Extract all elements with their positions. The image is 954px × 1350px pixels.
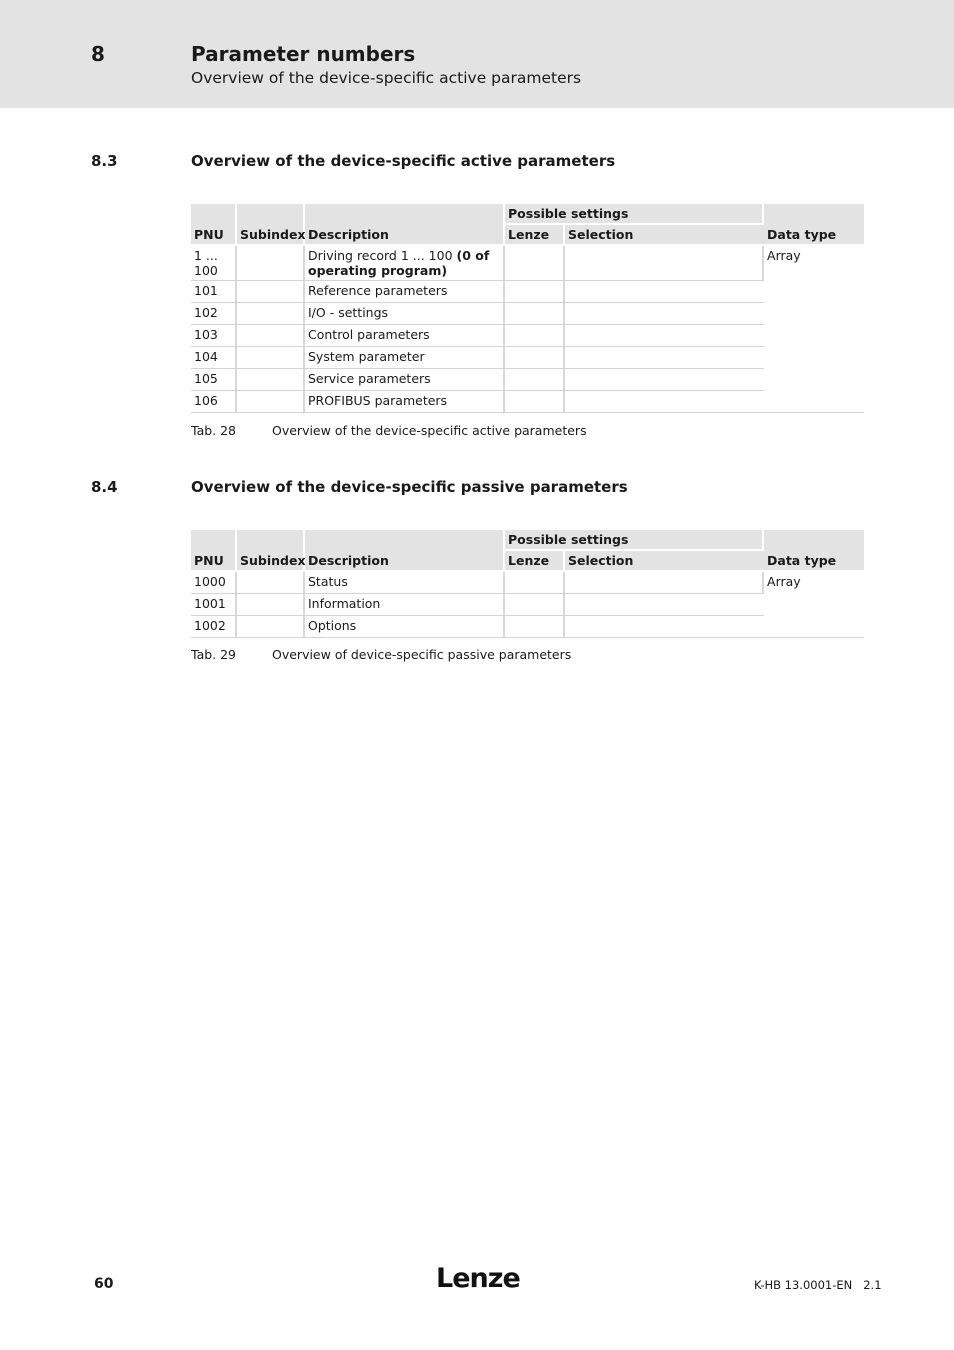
- column-header-data-type: Data type: [764, 530, 864, 572]
- section-title: Overview of the device-specific active parameters: [191, 152, 616, 170]
- subindex-cell: [237, 325, 305, 347]
- pnu-cell: 103: [191, 325, 237, 347]
- subindex-cell: [237, 369, 305, 391]
- caption-label: Tab. 28: [191, 423, 237, 438]
- data-type-cell: Array: [764, 246, 864, 413]
- column-header-description: Description: [305, 530, 505, 572]
- description-cell: Reference parameters: [305, 281, 505, 303]
- chapter-title: Parameter numbers: [191, 42, 416, 66]
- description-cell: Options: [305, 616, 505, 638]
- selection-cell: [565, 281, 764, 303]
- selection-cell: [565, 616, 764, 638]
- column-header-selection: Selection: [565, 225, 764, 246]
- caption-text: Overview of device-specific passive parameters: [272, 647, 572, 662]
- lenze-cell: [505, 369, 565, 391]
- table-row: [191, 594, 864, 616]
- table-caption: [191, 647, 571, 662]
- pnu-cell: 1002: [191, 616, 237, 638]
- selection-cell: [565, 369, 764, 391]
- table-row: [191, 369, 864, 391]
- description-cell: PROFIBUS parameters: [305, 391, 505, 413]
- section-number: 8.3: [91, 152, 118, 170]
- selection-cell: [565, 246, 764, 281]
- column-header-possible-settings: Possible settings: [505, 204, 764, 225]
- subindex-cell: [237, 281, 305, 303]
- pnu-cell: 102: [191, 303, 237, 325]
- selection-cell: [565, 325, 764, 347]
- description-cell: Control parameters: [305, 325, 505, 347]
- section-title: Overview of the device-specific passive parameters: [191, 478, 628, 496]
- column-header-data-type: Data type: [764, 204, 864, 246]
- description-cell: System parameter: [305, 347, 505, 369]
- table-caption: [191, 423, 587, 438]
- subindex-cell: [237, 391, 305, 413]
- description-bold-text: (0 of operating program): [308, 248, 490, 278]
- selection-cell: [565, 594, 764, 616]
- lenze-cell: [505, 572, 565, 594]
- selection-cell: [565, 347, 764, 369]
- pnu-cell: 105: [191, 369, 237, 391]
- description-cell: Status: [305, 572, 505, 594]
- description-cell: Service parameters: [305, 369, 505, 391]
- table-row: [191, 347, 864, 369]
- lenze-cell: [505, 325, 565, 347]
- pnu-cell: 104: [191, 347, 237, 369]
- pnu-cell: 1000: [191, 572, 237, 594]
- subindex-cell: [237, 572, 305, 594]
- document-id: K-HB 13.0001-EN 2.1: [754, 1278, 882, 1292]
- lenze-cell: [505, 281, 565, 303]
- section-number: 8.4: [91, 478, 118, 496]
- pnu-cell: 1001: [191, 594, 237, 616]
- lenze-cell: [505, 347, 565, 369]
- chapter-subtitle: Overview of the device-specific active parameters: [191, 69, 582, 87]
- table-row: [191, 246, 864, 281]
- subindex-cell: [237, 303, 305, 325]
- chapter-number: 8: [91, 42, 105, 66]
- table-row: [191, 303, 864, 325]
- page-number: 60: [94, 1276, 114, 1292]
- lenze-cell: [505, 391, 565, 413]
- subindex-cell: [237, 594, 305, 616]
- lenze-cell: [505, 594, 565, 616]
- lenze-cell: [505, 303, 565, 325]
- chapter-header-band: [0, 0, 954, 108]
- column-header-selection: Selection: [565, 551, 764, 572]
- column-header-pnu: PNU: [191, 530, 237, 572]
- subindex-cell: [237, 616, 305, 638]
- data-type-cell: Array: [764, 572, 864, 638]
- pnu-cell: 1 ... 100: [191, 246, 237, 281]
- passive-parameters-table: [191, 530, 864, 638]
- lenze-cell: [505, 616, 565, 638]
- column-header-lenze: Lenze: [505, 551, 565, 572]
- column-header-subindex: Subindex: [237, 530, 305, 572]
- table-row: [191, 391, 864, 413]
- lenze-logo: Lenze: [436, 1263, 520, 1294]
- caption-label: Tab. 29: [191, 647, 237, 662]
- table-row: [191, 325, 864, 347]
- subindex-cell: [237, 246, 305, 281]
- column-header-pnu: PNU: [191, 204, 237, 246]
- table-row: [191, 616, 864, 638]
- caption-text: Overview of the device-specific active parameters: [272, 423, 587, 438]
- column-header-possible-settings: Possible settings: [505, 530, 764, 551]
- selection-cell: [565, 391, 764, 413]
- pnu-cell: 106: [191, 391, 237, 413]
- table-row: [191, 281, 864, 303]
- pnu-cell: 101: [191, 281, 237, 303]
- description-cell: Information: [305, 594, 505, 616]
- column-header-lenze: Lenze: [505, 225, 565, 246]
- selection-cell: [565, 303, 764, 325]
- selection-cell: [565, 572, 764, 594]
- lenze-cell: [505, 246, 565, 281]
- description-cell: I/O - settings: [305, 303, 505, 325]
- active-parameters-table: [191, 204, 864, 413]
- table-row: [191, 572, 864, 594]
- column-header-description: Description: [305, 204, 505, 246]
- description-text: Driving record 1 ... 100: [308, 248, 457, 263]
- description-cell: [305, 246, 505, 281]
- subindex-cell: [237, 347, 305, 369]
- column-header-subindex: Subindex: [237, 204, 305, 246]
